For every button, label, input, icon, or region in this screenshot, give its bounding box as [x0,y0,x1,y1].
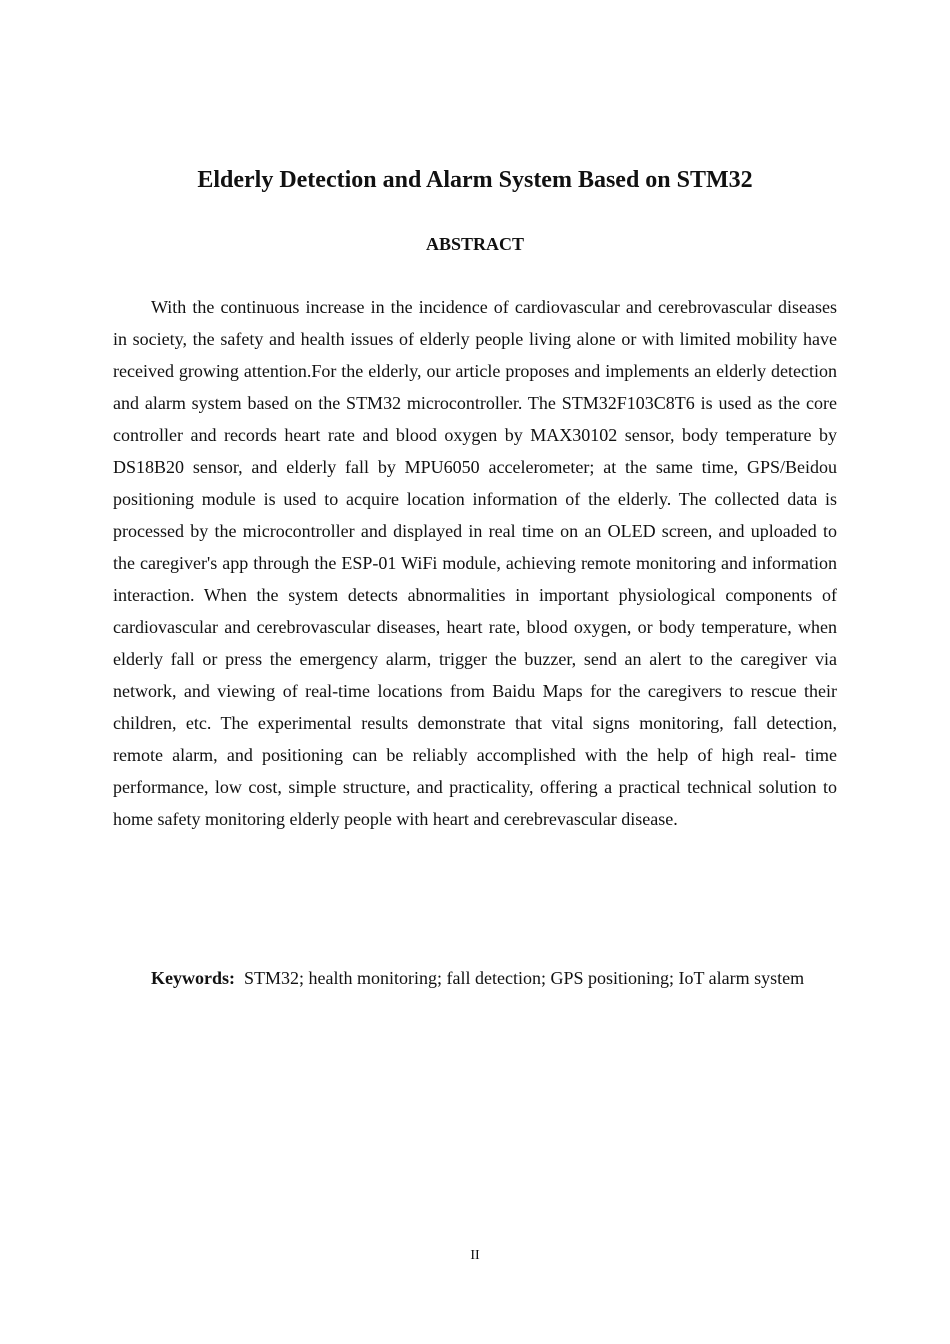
page-number: II [470,1248,480,1263]
paper-title: Elderly Detection and Alarm System Based on STM32 [197,167,753,193]
abstract-heading: ABSTRACT [425,234,525,254]
abstract-paragraph: With the continuous increase in the incidence of cardiovascular and cerebrovascular diseases in society, the safety and health issues of elderly people living alone or with limited mobility have received growing attention.For the elderly, our article proposes and implements an elderly detection and alarm system based on the STM32 microcontroller. The STM32F103C8T6 is used as the core controller and records heart rate and blood oxygen by MAX30102 sensor, body temperature by DS18B20 sensor, and elderly fall by MPU6050 accelerometer; at the same time, GPS/Beidou positioning module is used to acquire location information of the elderly. The collected data is processed by the microcontroller and displayed in real time on an OLED screen, and uploaded to the caregiver's app through the ESP-01 WiFi module, achieving remote monitoring and information interaction. When the system detects abnormalities in important physiological components of cardiovascular and cerebrovascular diseases, heart rate, blood oxygen, or body temperature, when elderly fall or press the emergency alarm, trigger the buzzer, send an alert to the caregiver via network, and viewing of real-time locations from Baidu Maps for the caregivers to rescue their children, etc. The experimental results demonstrate that vital signs monitoring, fall detection, remote alarm, and positioning can be reliably accomplished with the help of high real- time performance, low cost, simple structure, and practicality, offering a practical technical solution to home safety monitoring elderly people with heart and cerebrevascular disease. [113,297,837,829]
keywords-list: STM32; health monitoring; fall detection; GPS positioning; IoT alarm system [244,968,805,988]
keywords-section [113,962,837,994]
keywords-label: Keywords: [151,968,235,988]
